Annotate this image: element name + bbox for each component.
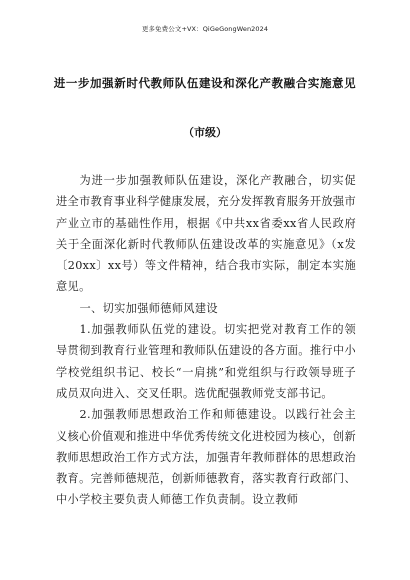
section-heading: 一、切实加强师德师风建设	[79, 301, 218, 315]
document-body	[56, 170, 356, 511]
document-subtitle: （市级）	[183, 126, 227, 139]
body-paragraph: 2.加强教师思想政治工作和师德建设。以践行社会主义核心价值观和推进中华优秀传统文化进校园为核心，创新教师思想政治工作方式方法，加强青年教师群体的思想政治教育。完善师德规范，创新师德教育，落实教育行政部门、中小学校主要负责人师德工作负责制。设立教师	[56, 408, 356, 507]
header-note: 更多免费公文+VX：QiGeGongWen2024	[141, 25, 269, 33]
body-paragraph: 1.加强教师队伍党的建设。切实把党对教育工作的领导贯彻到教育行业管理和教师队伍建设的各方面。推行中小学校党组织书记、校长“一肩挑”和党组织与行政领导班子成员双向进入、交叉任职。选优配强教师党支部书记。	[56, 323, 356, 400]
document-title: 进一步加强新时代教师队伍建设和深化产教融合实施意见	[53, 76, 357, 90]
body-paragraph: 为进一步加强教师队伍建设，深化产教融合，切实促进全市教育事业科学健康发展，充分发挥教育服务开放强市产业立市的基础性作用，根据《中共xx省委xx省人民政府关于全面深化新时代教师队伍建设改革的实施意见》（x发〔20xx〕xx号）等文件精神，结合我市实际，制定本实施意见。	[56, 174, 356, 294]
